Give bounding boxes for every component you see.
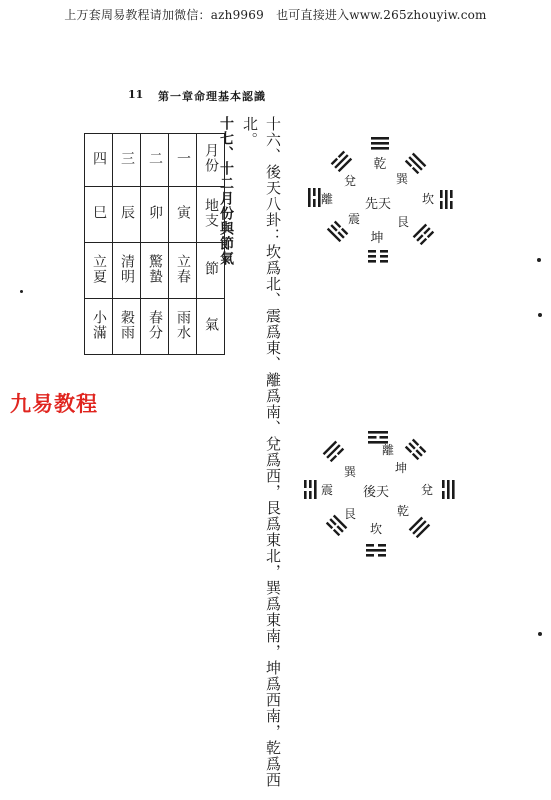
- table-header-cell: [197, 243, 225, 299]
- table-cell: [113, 134, 141, 187]
- trigram-topleft-icon: [323, 441, 344, 462]
- scan-speck: [538, 632, 542, 636]
- table-header-text: 地支: [203, 197, 219, 228]
- trigram-topleft-icon: [331, 151, 352, 172]
- trigram-label-left: 震: [320, 483, 334, 497]
- table-header-cell: [197, 187, 225, 243]
- trigram-label-left: 離: [320, 192, 334, 206]
- table-cell: [113, 243, 141, 299]
- table-cell-text: 驚蟄: [147, 253, 163, 284]
- table-cell-text: 穀雨: [119, 309, 135, 340]
- table-cell: [169, 134, 197, 187]
- prenatal-bagua-diagram: [300, 122, 470, 282]
- trigram-label-right: 兌: [420, 483, 434, 497]
- trigram-label-top: 乾: [373, 157, 387, 172]
- table-cell: [113, 299, 141, 355]
- table-cell: [141, 299, 169, 355]
- scan-speck: [537, 258, 541, 262]
- trigram-topright-icon: [405, 153, 426, 174]
- table-cell-text: 小滿: [91, 309, 107, 340]
- trigram-top-icon: [368, 431, 388, 444]
- table-cell: [169, 243, 197, 299]
- table-cell: [141, 187, 169, 243]
- table-cell-text: 春分: [147, 309, 163, 340]
- trigram-label-topright: 巽: [395, 172, 409, 186]
- table-cell: [169, 187, 197, 243]
- chapter-title: 第一章命理基本認識: [158, 90, 266, 103]
- table-header-text: 節: [203, 261, 219, 276]
- diagram-center-label: 先天: [364, 197, 392, 212]
- trigram-label-bottomleft: 艮: [343, 507, 357, 521]
- trigram-label-bottom: 坎: [369, 522, 383, 536]
- top-banner: 上万套周易教程请加微信：azh9969 也可直接进入www.265zhouyiw.com: [64, 8, 487, 22]
- trigram-label-bottomright: 艮: [396, 215, 410, 229]
- trigram-topright-icon: [405, 439, 426, 460]
- trigram-label-bottomleft: 震: [347, 212, 361, 226]
- table-cell-text: 立春: [175, 253, 191, 284]
- table-cell: [85, 299, 113, 355]
- months-solar-terms-table: [84, 133, 225, 355]
- postnatal-bagua-diagram: [300, 418, 470, 578]
- trigram-bottomright-icon: [409, 517, 430, 538]
- table-cell-text: 一: [175, 150, 191, 166]
- watermark-logo: 九易教程: [10, 392, 98, 416]
- scan-speck: [20, 290, 23, 293]
- table-cell-text: 卯: [147, 205, 163, 220]
- table-cell-text: 三: [119, 150, 135, 166]
- trigram-right-icon: [442, 480, 455, 499]
- trigram-bottom-icon: [368, 250, 388, 263]
- table-header-text: 氣: [203, 317, 219, 332]
- table-cell-text: 寅: [175, 205, 191, 220]
- trigram-label-topleft: 兌: [343, 174, 357, 188]
- table-cell-text: 清明: [119, 253, 135, 284]
- trigram-bottomright-icon: [413, 224, 434, 245]
- trigram-label-bottomright: 乾: [396, 504, 410, 518]
- table-cell: [85, 243, 113, 299]
- scan-speck: [538, 313, 542, 317]
- table-cell-text: 雨水: [175, 309, 191, 340]
- table-cell: [141, 243, 169, 299]
- trigram-bottom-icon: [366, 544, 386, 557]
- table-cell-text: 二: [147, 150, 163, 166]
- trigram-label-bottom: 坤: [370, 231, 384, 246]
- table-cell: [85, 134, 113, 187]
- trigram-label-topleft: 巽: [343, 465, 357, 479]
- page-number: 11: [128, 88, 144, 101]
- text-column-1: 十六、後天八卦：坎爲北、震爲東、離爲南、兌爲西，艮爲東北，巽爲東南，坤爲西南，乾爲西: [264, 116, 282, 788]
- table-cell-text: 辰: [119, 205, 135, 220]
- table-cell-text: 四: [91, 150, 107, 166]
- diagram-center-label: 後天: [362, 485, 390, 500]
- table-cell: [85, 187, 113, 243]
- trigram-left-icon: [304, 480, 317, 499]
- trigram-top-icon: [371, 137, 389, 150]
- trigram-label-right: 坎: [421, 192, 435, 206]
- table-cell: [113, 187, 141, 243]
- trigram-label-topright: 坤: [394, 461, 408, 475]
- table-header-text: 月份: [203, 143, 219, 173]
- trigram-right-icon: [440, 190, 453, 209]
- text-column-2: 北。: [241, 116, 259, 148]
- table-header-cell: [197, 299, 225, 355]
- section-heading: 十七、十二月份與節氣: [218, 116, 234, 266]
- trigram-label-top: 離: [382, 443, 395, 457]
- table-cell: [141, 134, 169, 187]
- table-header-cell: [197, 134, 225, 187]
- table-cell-text: 立夏: [91, 253, 107, 284]
- trigram-bottomleft-icon: [327, 221, 348, 242]
- trigram-left-icon: [308, 188, 321, 207]
- table-cell-text: 巳: [91, 205, 107, 220]
- table-cell: [169, 299, 197, 355]
